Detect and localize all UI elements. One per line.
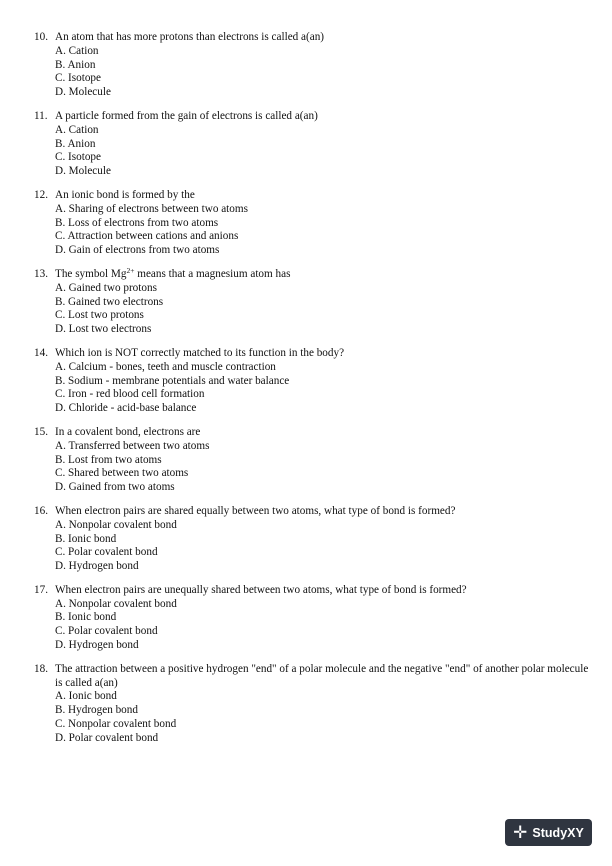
charge-superscript: 2+ bbox=[126, 265, 135, 275]
question-18 bbox=[34, 663, 594, 746]
question-number: 10. bbox=[34, 31, 48, 43]
option-a: A. Gained two protons bbox=[55, 281, 157, 294]
option-a: A. Transferred between two atoms bbox=[55, 439, 210, 452]
option-d: D. Gain of electrons from two atoms bbox=[55, 244, 220, 257]
question-12 bbox=[34, 189, 594, 258]
option-b: B. Ionic bond bbox=[55, 532, 117, 545]
question-number: 12. bbox=[34, 188, 48, 201]
option-d: D. Molecule bbox=[55, 86, 111, 99]
option-b: B. Hydrogen bond bbox=[55, 704, 138, 717]
question-text: When electron pairs are unequally shared between two atoms, what type of bond is formed? bbox=[55, 583, 467, 596]
question-14 bbox=[34, 347, 594, 416]
studyxy-logo[interactable] bbox=[505, 819, 592, 846]
option-d: D. Chloride - acid-base balance bbox=[55, 402, 197, 415]
question-text-start: The symbol Mg bbox=[55, 267, 127, 280]
option-c: C. Isotope bbox=[55, 151, 101, 164]
option-d: D. Gained from two atoms bbox=[55, 481, 175, 494]
option-list bbox=[55, 203, 594, 258]
option-list bbox=[55, 598, 594, 653]
option-c: C. Nonpolar covalent bond bbox=[55, 718, 177, 731]
option-list bbox=[55, 361, 594, 416]
question-number: 13. bbox=[34, 267, 48, 280]
question-text-end: means that a magnesium atom has bbox=[134, 267, 291, 280]
option-c: C. Polar covalent bond bbox=[55, 546, 158, 559]
option-d: D. Lost two electrons bbox=[55, 323, 152, 336]
logo-text: StudyXY bbox=[532, 825, 584, 840]
option-d: D. Hydrogen bond bbox=[55, 560, 139, 573]
option-list bbox=[55, 282, 594, 337]
question-text bbox=[55, 265, 594, 282]
question-number: 14. bbox=[34, 346, 48, 359]
question-text: In a covalent bond, electrons are bbox=[55, 425, 201, 438]
question-number: 16. bbox=[34, 504, 48, 517]
option-c: C. Polar covalent bond bbox=[55, 625, 158, 638]
option-b: B. Anion bbox=[55, 137, 96, 150]
option-list bbox=[55, 690, 594, 745]
question-11 bbox=[34, 110, 594, 179]
option-b: B. Lost from two atoms bbox=[55, 453, 162, 466]
question-list bbox=[34, 31, 594, 756]
option-c: C. Iron - red blood cell formation bbox=[55, 388, 205, 401]
option-b: B. Anion bbox=[55, 58, 96, 71]
option-b: B. Gained two electrons bbox=[55, 295, 164, 308]
option-c: C. Lost two protons bbox=[55, 309, 144, 322]
question-text: When electron pairs are shared equally between two atoms, what type of bond is formed? bbox=[55, 504, 456, 517]
option-list bbox=[55, 124, 594, 179]
option-d: D. Molecule bbox=[55, 165, 111, 178]
question-text: Which ion is NOT correctly matched to its function in the body? bbox=[55, 346, 345, 359]
option-b: B. Loss of electrons from two atoms bbox=[55, 216, 219, 229]
option-a: A. Cation bbox=[55, 44, 99, 57]
question-number: 17. bbox=[34, 583, 48, 596]
plus-icon: ✛ bbox=[513, 823, 528, 842]
option-d: D. Polar covalent bond bbox=[55, 731, 159, 744]
question-16 bbox=[34, 505, 594, 574]
option-a: A. Calcium - bones, teeth and muscle contraction bbox=[55, 360, 276, 373]
question-10 bbox=[34, 31, 594, 100]
option-a: A. Sharing of electrons between two atoms bbox=[55, 202, 248, 215]
option-d: D. Hydrogen bond bbox=[55, 639, 139, 652]
question-number: 15. bbox=[34, 425, 48, 438]
question-number: 11. bbox=[34, 109, 48, 122]
question-text: An ionic bond is formed by the bbox=[55, 188, 195, 201]
option-c: C. Attraction between cations and anions bbox=[55, 230, 239, 243]
question-text: The attraction between a positive hydrogen "end" of a polar molecule and the negative "end" of another polar molecule is called a(an) bbox=[55, 662, 589, 689]
option-a: A. Ionic bond bbox=[55, 690, 117, 703]
question-17 bbox=[34, 584, 594, 653]
question-text: An atom that has more protons than electrons is called a(an) bbox=[55, 31, 325, 43]
option-c: C. Isotope bbox=[55, 72, 101, 85]
option-list bbox=[55, 519, 594, 574]
option-list bbox=[55, 440, 594, 495]
option-list bbox=[55, 45, 594, 100]
option-a: A. Nonpolar covalent bond bbox=[55, 597, 177, 610]
option-b: B. Sodium - membrane potentials and water balance bbox=[55, 374, 290, 387]
question-text: A particle formed from the gain of electrons is called a(an) bbox=[55, 109, 318, 122]
question-15 bbox=[34, 426, 594, 495]
question-13 bbox=[34, 265, 594, 337]
question-number: 18. bbox=[34, 662, 48, 675]
option-c: C. Shared between two atoms bbox=[55, 467, 189, 480]
option-a: A. Nonpolar covalent bond bbox=[55, 518, 177, 531]
option-a: A. Cation bbox=[55, 123, 99, 136]
option-b: B. Ionic bond bbox=[55, 611, 117, 624]
